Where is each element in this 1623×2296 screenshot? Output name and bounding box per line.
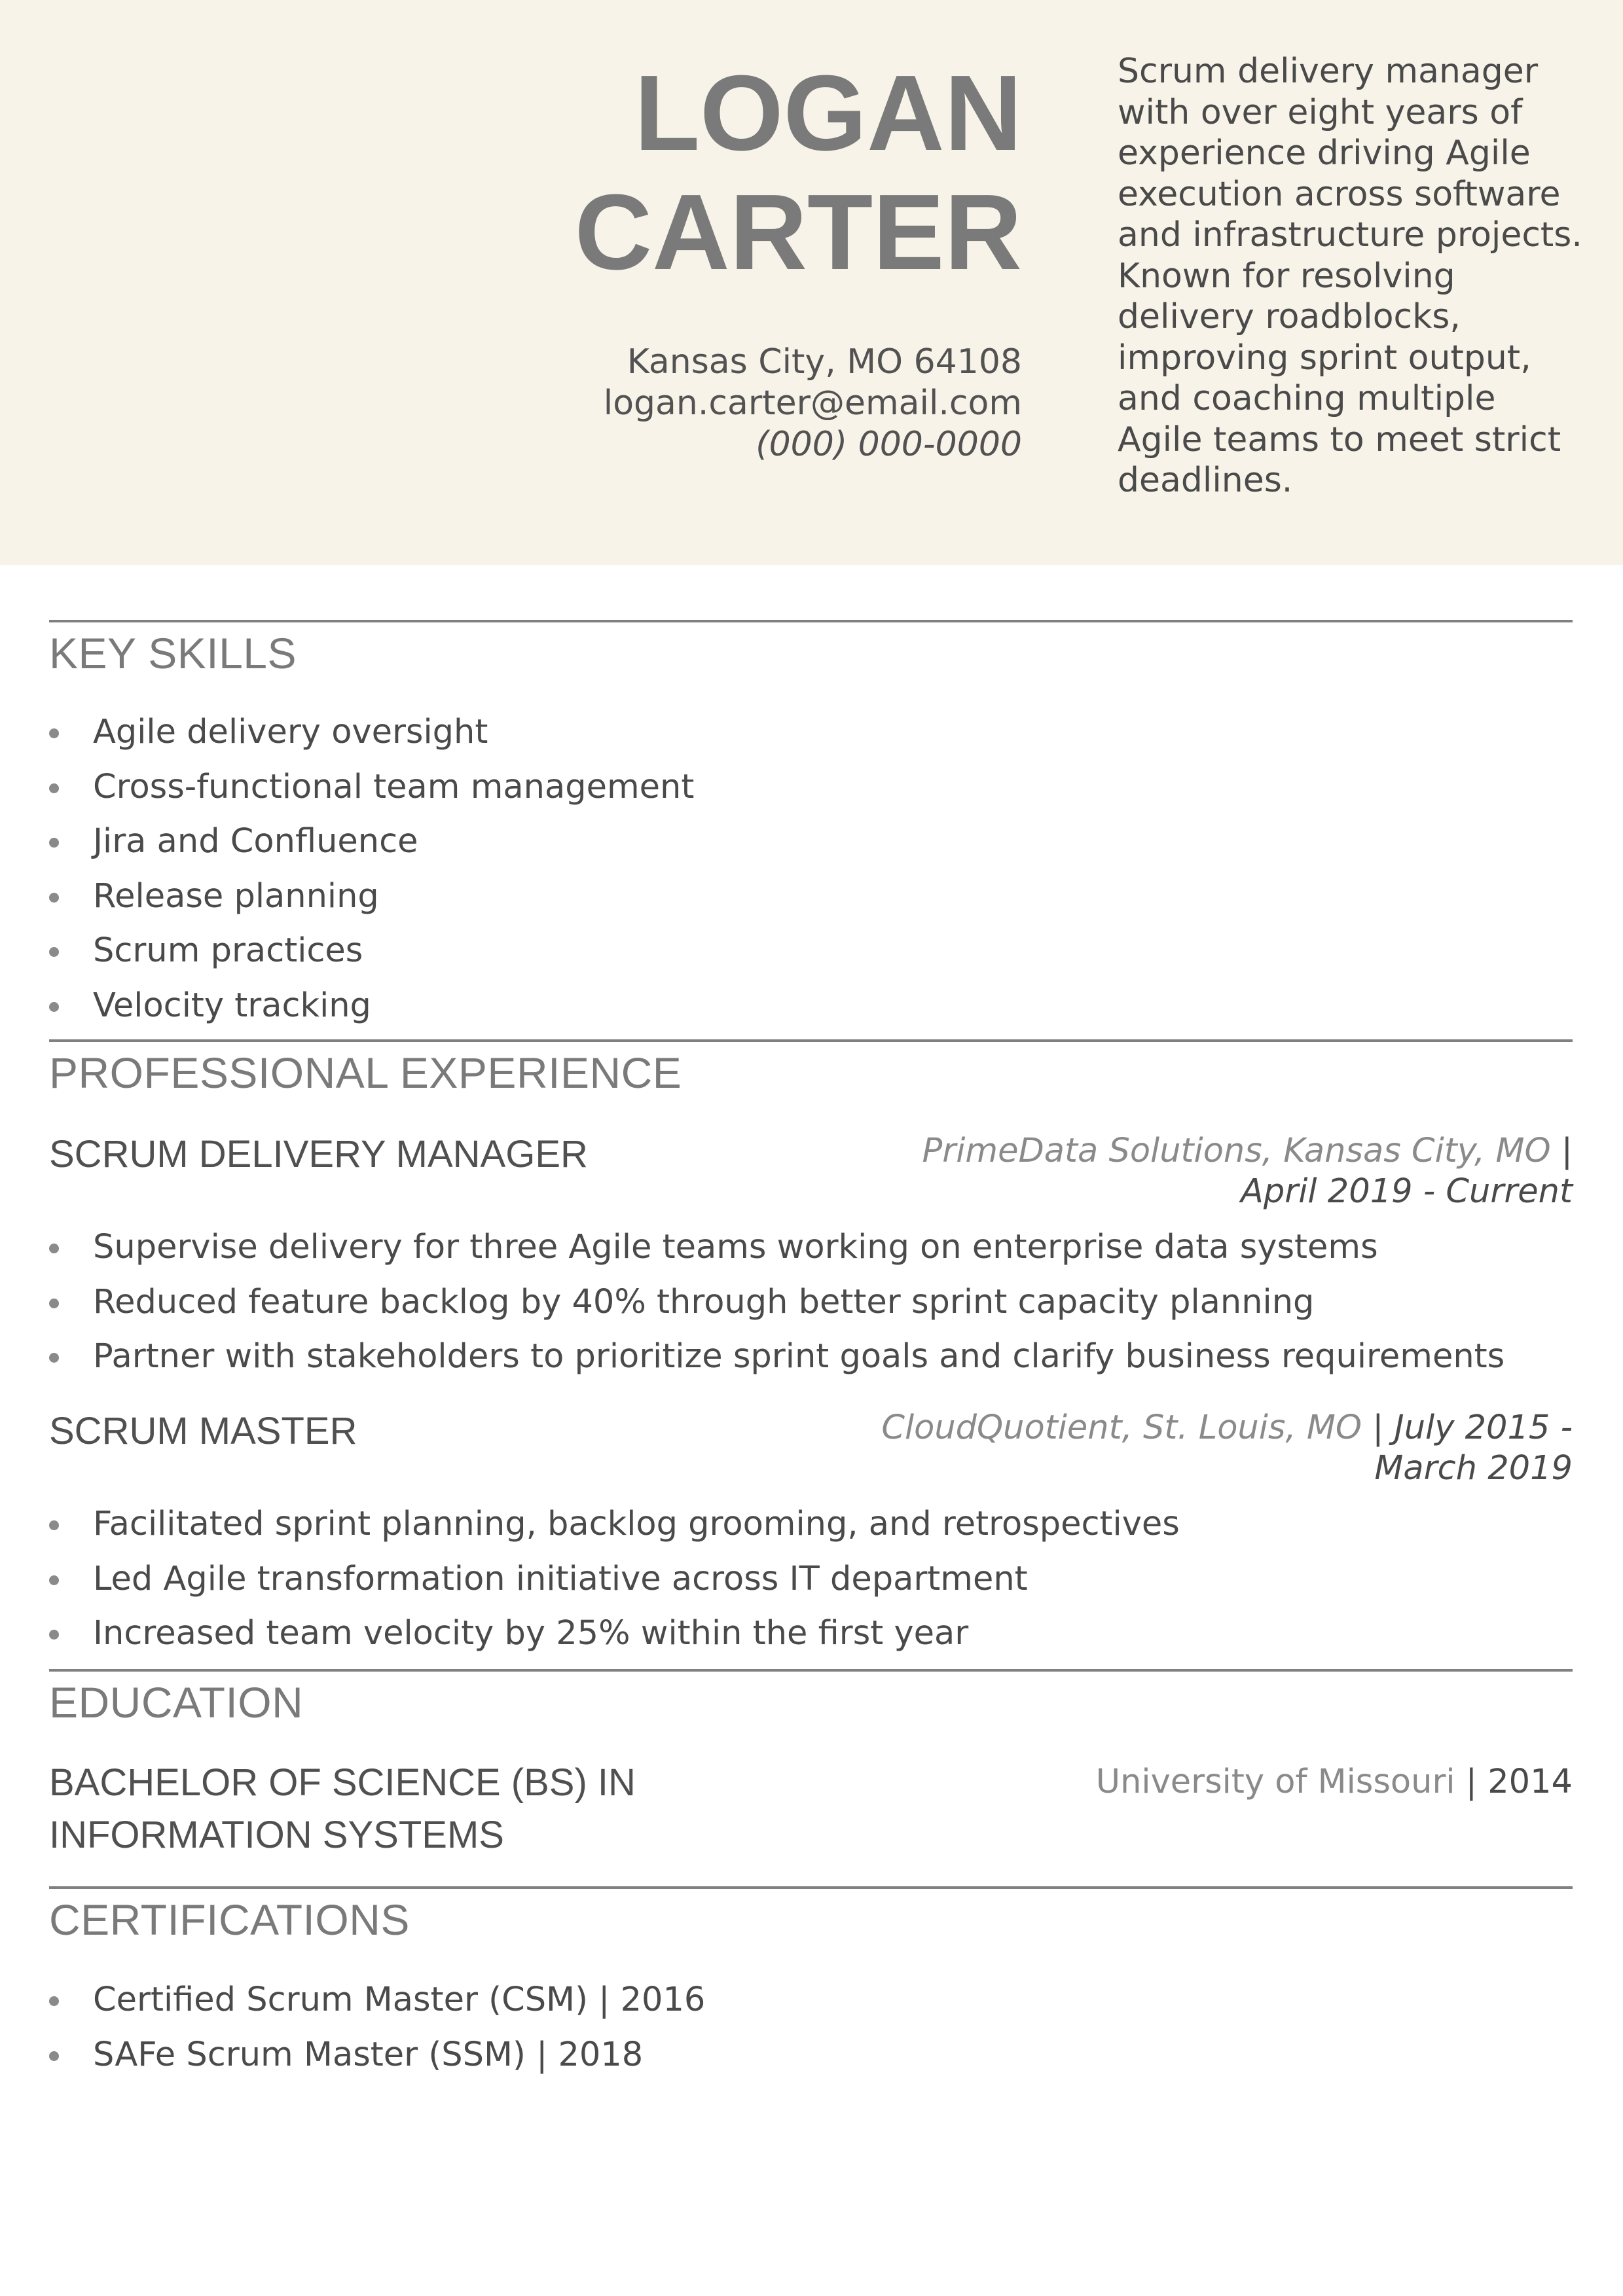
job-title: SCRUM DELIVERY MANAGER (49, 1133, 588, 1175)
skill-item: Jira and Confluence (49, 814, 694, 869)
job-separator: | (1550, 1132, 1573, 1170)
job-bullets (49, 1497, 1180, 1661)
professional-summary: Scrum delivery manager with over eight years of experience driving Agile execution across software and infrastructure projects. Known for resolving delivery roadblocks, improving sprint output, and coaching multiple Agile teams to meet strict deadlines. (1118, 52, 1582, 500)
job-dates-end: March 2019 (1374, 1449, 1573, 1488)
phone: (000) 000-0000 (756, 425, 1022, 464)
degree-line-2: INFORMATION SYSTEMS (49, 1814, 504, 1856)
name-first: LOGAN (634, 53, 1022, 173)
skills-list (49, 705, 694, 1033)
job-bullet: Facilitated sprint planning, backlog grooming, and retrospectives (49, 1497, 1180, 1552)
section-divider-skills (49, 620, 1573, 622)
section-title-education: EDUCATION (49, 1678, 304, 1727)
email: logan.carter@email.com (603, 384, 1022, 423)
certification-item: SAFe Scrum Master (SSM) | 2018 (49, 2028, 705, 2083)
job-bullet: Partner with stakeholders to prioritize sprint goals and clarify business requirements (49, 1329, 1504, 1384)
job-dates-start: July 2015 - (1394, 1408, 1573, 1447)
job-dates: April 2019 - Current (1241, 1172, 1573, 1211)
section-divider-certifications (49, 1886, 1573, 1889)
job-meta (922, 1131, 1573, 1212)
job-separator: | (1362, 1408, 1395, 1447)
job-company: CloudQuotient, St. Louis, MO (881, 1408, 1362, 1447)
job-title: SCRUM MASTER (49, 1410, 357, 1452)
graduation-year: | 2014 (1455, 1763, 1573, 1801)
education-meta (1096, 1762, 1573, 1803)
certification-item: Certified Scrum Master (CSM) | 2016 (49, 1973, 705, 2028)
skill-item: Cross-functional team management (49, 760, 694, 815)
section-title-skills: KEY SKILLS (49, 629, 297, 677)
skill-item: Release planning (49, 869, 694, 924)
job-company: PrimeData Solutions, Kansas City, MO (922, 1132, 1551, 1170)
school-name: University of Missouri (1095, 1763, 1455, 1801)
section-divider-experience (49, 1039, 1573, 1042)
job-bullet: Increased team velocity by 25% within the first year (49, 1606, 1180, 1661)
skill-item: Scrum practices (49, 924, 694, 978)
job-bullet: Supervise delivery for three Agile teams working on enterprise data systems (49, 1220, 1504, 1275)
address: Kansas City, MO 64108 (627, 342, 1022, 382)
skill-item: Agile delivery oversight (49, 705, 694, 760)
candidate-name (575, 54, 1022, 292)
degree-line-1: BACHELOR OF SCIENCE (BS) IN (49, 1761, 636, 1804)
job-meta (881, 1408, 1573, 1489)
job-bullets (49, 1220, 1504, 1384)
degree-title (49, 1757, 636, 1861)
job-bullet: Led Agile transformation initiative across IT department (49, 1552, 1180, 1607)
section-title-experience: PROFESSIONAL EXPERIENCE (49, 1049, 682, 1097)
certifications-list (49, 1973, 705, 2082)
job-bullet: Reduced feature backlog by 40% through better sprint capacity planning (49, 1275, 1504, 1330)
section-divider-education (49, 1669, 1573, 1672)
name-last: CARTER (574, 172, 1022, 292)
section-title-certifications: CERTIFICATIONS (49, 1895, 410, 1944)
skill-item: Velocity tracking (49, 978, 694, 1033)
contact-block (604, 342, 1022, 465)
